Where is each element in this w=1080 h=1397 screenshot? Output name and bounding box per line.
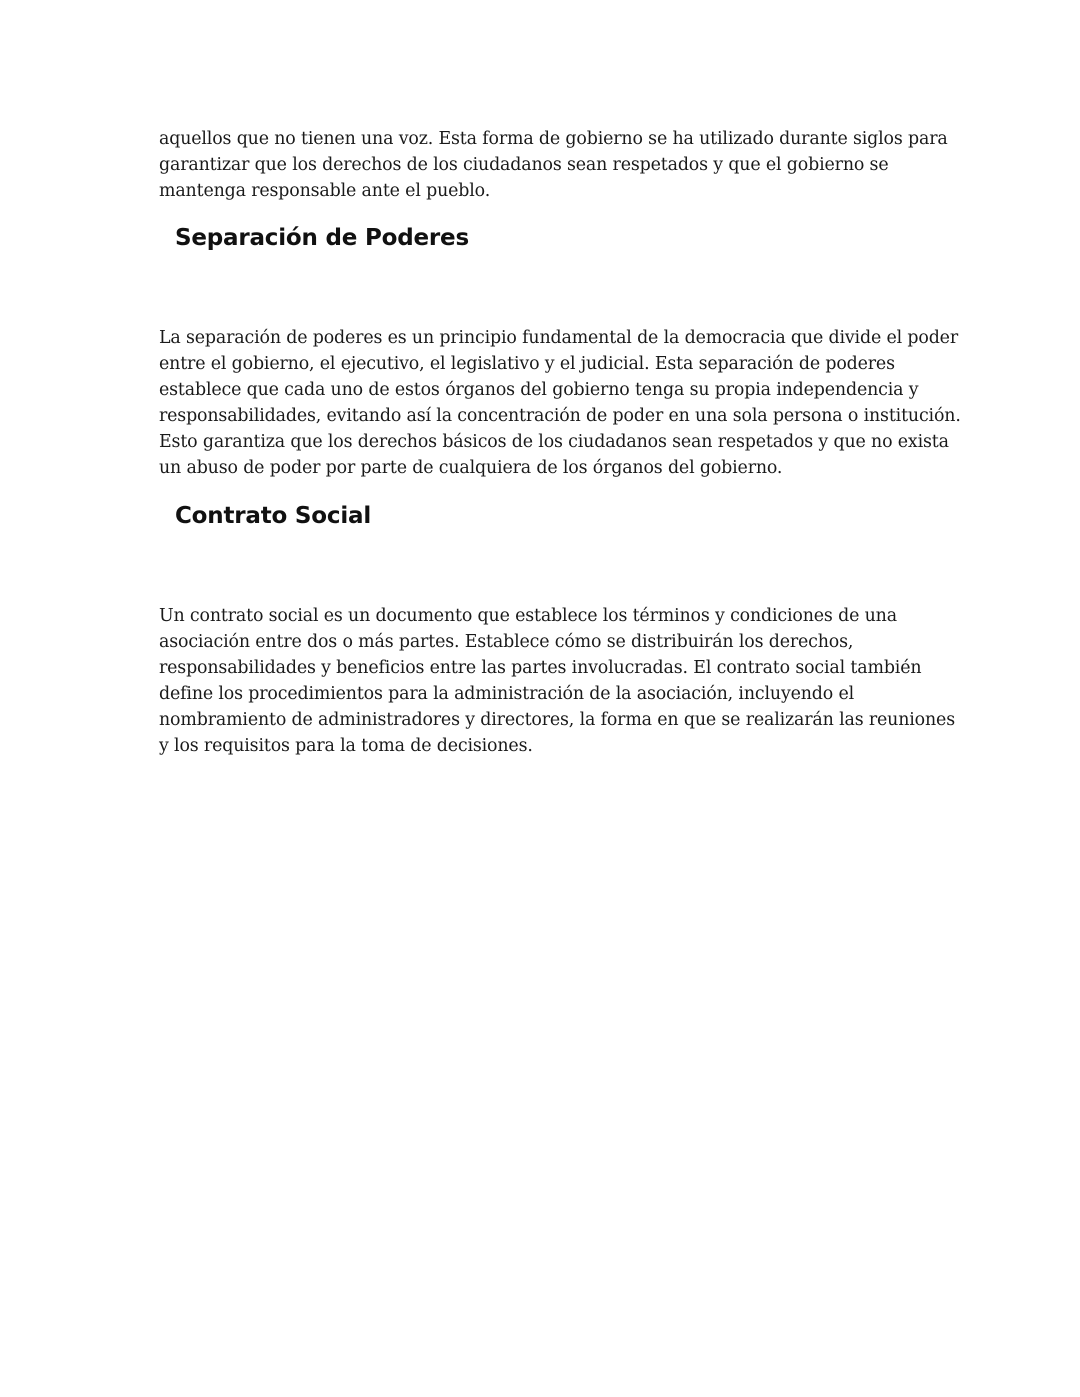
- text-line: define los procedimientos para la administración de la asociación, incluyendo el: [159, 684, 855, 704]
- text-line: un abuso de poder por parte de cualquiera de los órganos del gobierno.: [159, 458, 783, 478]
- section-heading-contrato-social: Contrato Social: [175, 503, 372, 529]
- text-line: responsabilidades, evitando así la concentración de poder en una sola persona o institución.: [159, 406, 961, 426]
- text-line: Un contrato social es un documento que establece los términos y condiciones de una: [159, 606, 897, 626]
- text-line: y los requisitos para la toma de decisiones.: [159, 736, 533, 756]
- text-line: garantizar que los derechos de los ciudadanos sean respetados y que el gobierno se: [159, 155, 889, 175]
- contrato-social-paragraph: [159, 603, 955, 759]
- text-line: responsabilidades y beneficios entre las partes involucradas. El contrato social también: [159, 658, 922, 678]
- text-line: entre el gobierno, el ejecutivo, el legislativo y el judicial. Esta separación de poderes: [159, 354, 895, 374]
- text-line: aquellos que no tienen una voz. Esta forma de gobierno se ha utilizado durante siglos para: [159, 129, 948, 149]
- separacion-de-poderes-paragraph: [159, 325, 961, 481]
- text-line: Esto garantiza que los derechos básicos de los ciudadanos sean respetados y que no exista: [159, 432, 949, 452]
- text-line: La separación de poderes es un principio fundamental de la democracia que divide el poder: [159, 328, 958, 348]
- text-line: establece que cada uno de estos órganos del gobierno tenga su propia independencia y: [159, 380, 919, 400]
- section-heading-separacion-de-poderes: Separación de Poderes: [175, 225, 469, 251]
- text-line: asociación entre dos o más partes. Establece cómo se distribuirán los derechos,: [159, 632, 854, 652]
- intro-paragraph: [159, 126, 948, 204]
- text-line: nombramiento de administradores y directores, la forma en que se realizarán las reuniones: [159, 710, 955, 730]
- text-line: mantenga responsable ante el pueblo.: [159, 181, 491, 201]
